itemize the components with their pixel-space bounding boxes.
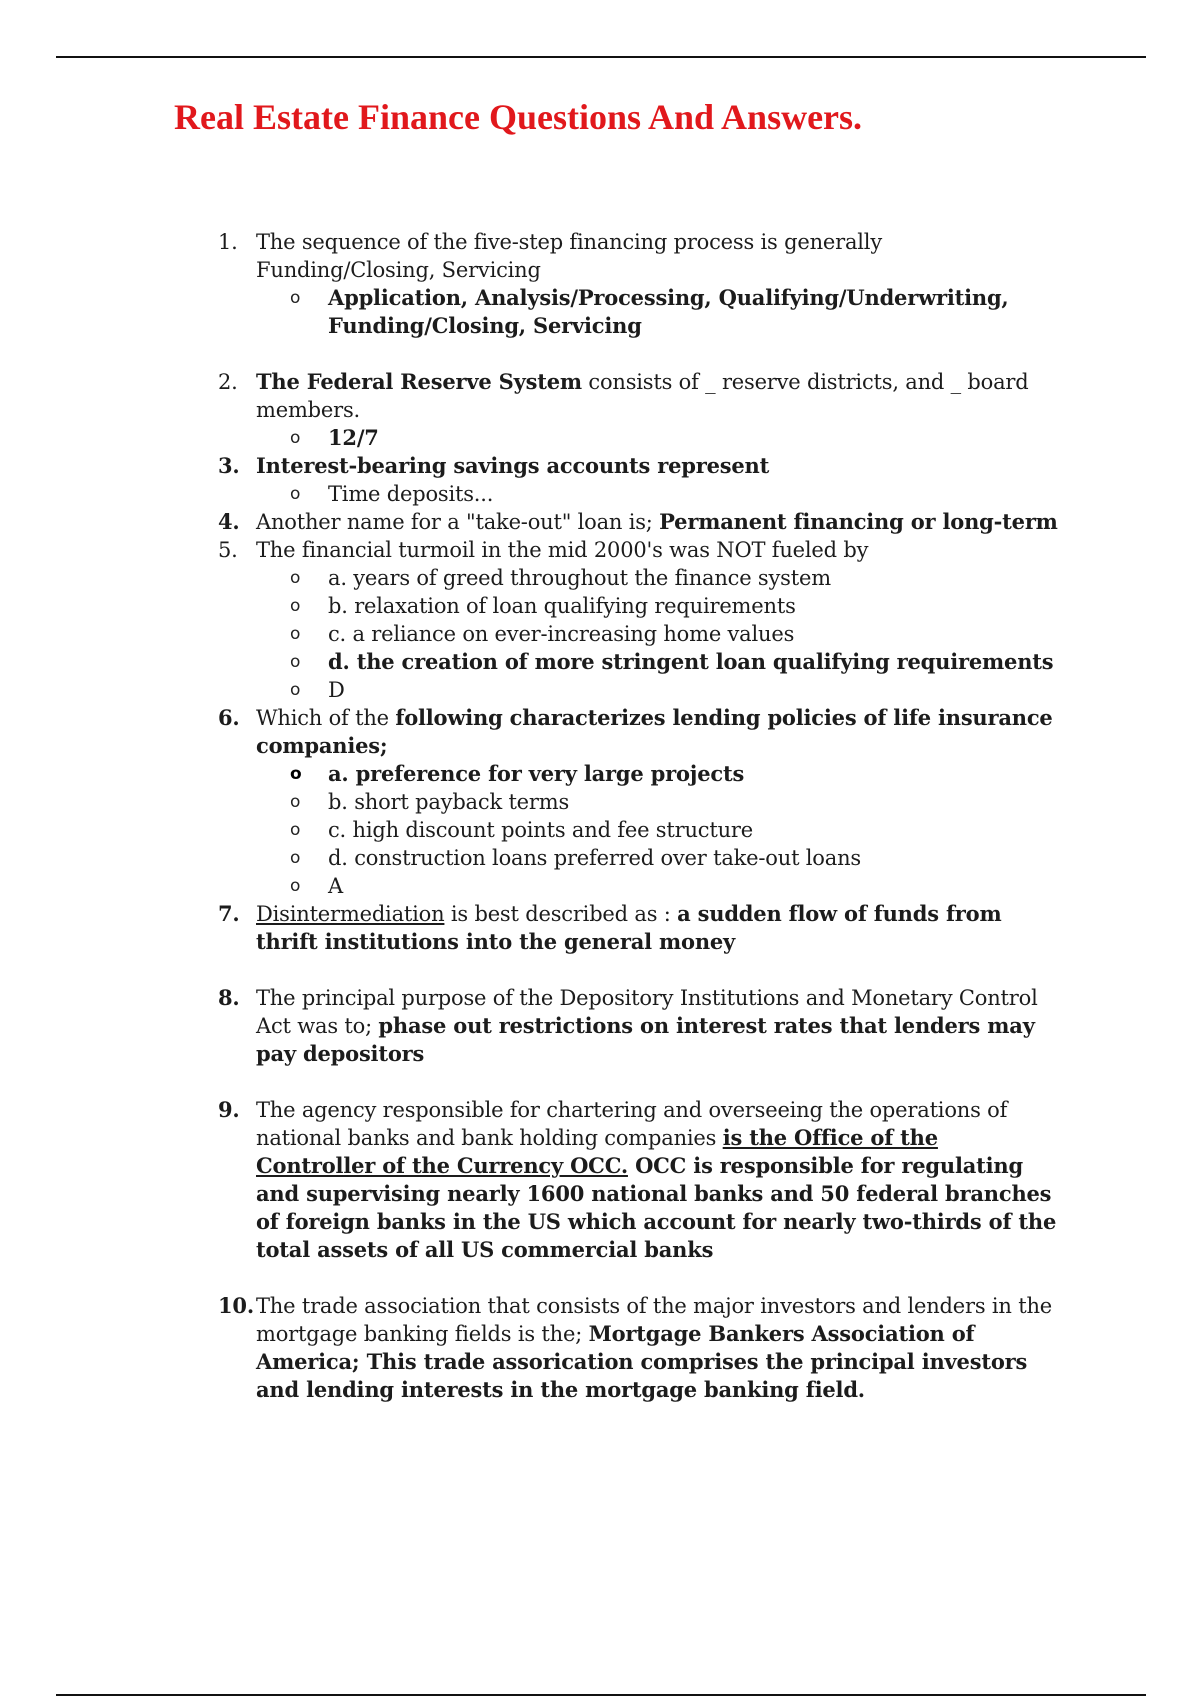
question-number: 10. (218, 1293, 254, 1318)
answer-text: Mortgage Bankers Association of America; This trade assorication comprises the principal investors and lending interests in the mortgage banking field. (256, 1321, 1028, 1402)
question-text: consists of _ reserve districts, and _ board members. (256, 370, 1029, 422)
qa-list (218, 228, 1058, 1404)
question-1 (218, 228, 1058, 340)
question-text: is best described as : (444, 902, 678, 926)
question-9 (218, 1096, 1058, 1264)
bullet-icon: o (290, 680, 301, 700)
option-text: c. high discount points and fee structure (328, 818, 753, 842)
question-text: Which of the (256, 706, 396, 730)
option-text: a. preference for very large projects (328, 761, 745, 786)
question-text: The agency responsible for chartering and overseeing the operations of national banks and bank holding companies (256, 1098, 1008, 1150)
question-text: The financial turmoil in the mid 2000's was NOT fueled by (256, 538, 869, 562)
question-term: Disintermediation (256, 902, 445, 926)
question-5 (218, 536, 1058, 704)
question-number: 3. (218, 453, 240, 478)
option-item (218, 592, 1058, 620)
question-number: 2. (218, 370, 238, 394)
question-8 (218, 984, 1058, 1068)
option-text: a. years of greed throughout the finance system (328, 566, 831, 590)
option-item (218, 676, 1058, 704)
answer-text: Application, Analysis/Processing, Qualifying/Underwriting, Funding/Closing, Servicing (328, 285, 1009, 338)
bullet-icon: o (290, 876, 301, 896)
bullet-icon: o (290, 596, 301, 616)
option-item (218, 788, 1058, 816)
option-text: A (328, 874, 343, 898)
answer-text-underlined: is the Office of the Controller of the Currency OCC. (256, 1125, 938, 1178)
bullet-icon: o (290, 792, 301, 812)
option-item (218, 648, 1058, 676)
option-item (218, 816, 1058, 844)
question-number: 8. (218, 985, 240, 1010)
bullet-icon: o (290, 624, 301, 644)
bullet-icon: o (290, 288, 301, 308)
page-title: Real Estate Finance Questions And Answers. (174, 97, 863, 137)
answer-text: OCC is responsible for regulating and supervising nearly 1600 national banks and 50 federal branches of foreign banks in the US which account for nearly two-thirds of the total assets of all US commercial banks (256, 1153, 1057, 1262)
question-text: The sequence of the five-step financing process is generally Funding/Closing, Servicing (256, 230, 882, 282)
question-text-bold: following characterizes lending policies of life insurance companies; (256, 705, 1053, 758)
option-text: d. construction loans preferred over take-out loans (328, 846, 861, 870)
question-number: 1. (218, 230, 238, 254)
bullet-icon: o (290, 848, 301, 868)
question-10 (218, 1292, 1058, 1404)
bullet-icon: o (290, 652, 301, 672)
option-text: b. short payback terms (328, 790, 570, 814)
option-item (218, 872, 1058, 900)
question-6 (218, 704, 1058, 900)
bullet-icon: o (290, 820, 301, 840)
question-3 (218, 452, 1058, 508)
question-7 (218, 900, 1058, 956)
bullet-icon: o (290, 764, 302, 784)
option-item (218, 844, 1058, 872)
option-text: c. a reliance on ever-increasing home values (328, 622, 795, 646)
question-text: Interest-bearing savings accounts represent (256, 453, 770, 478)
question-text: The principal purpose of the Depository Institutions and Monetary Control Act was to; (256, 986, 1038, 1038)
question-number: 7. (218, 901, 240, 926)
question-number: 4. (218, 509, 240, 534)
option-item (218, 760, 1058, 788)
option-item (218, 620, 1058, 648)
answer-text: Time deposits... (328, 482, 494, 506)
answer-item (218, 480, 1058, 508)
answer-text: a sudden flow of funds from thrift institutions into the general money (256, 901, 1002, 954)
answer-item (218, 424, 1058, 452)
option-text: D (328, 678, 345, 702)
bullet-icon: o (290, 484, 301, 504)
question-number: 9. (218, 1097, 240, 1122)
bullet-icon: o (290, 428, 301, 448)
option-item (218, 564, 1058, 592)
bullet-icon: o (290, 568, 301, 588)
question-number: 6. (218, 705, 240, 730)
answer-text: phase out restrictions on interest rates that lenders may pay depositors (256, 1013, 1035, 1066)
option-text: d. the creation of more stringent loan qualifying requirements (328, 649, 1054, 674)
header-rule (56, 56, 1146, 58)
question-4 (218, 508, 1058, 536)
question-text: Another name for a "take-out" loan is; (256, 510, 660, 534)
answer-item (218, 284, 1058, 340)
question-2 (218, 368, 1058, 452)
question-lead: The Federal Reserve System (256, 369, 582, 394)
option-text: b. relaxation of loan qualifying requirements (328, 594, 796, 618)
answer-text: Permanent financing or long-term (659, 509, 1058, 534)
answer-text: 12/7 (328, 425, 379, 450)
question-text: The trade association that consists of the major investors and lenders in the mortgage banking fields is the; (256, 1294, 1053, 1346)
footer-rule (56, 1694, 1146, 1696)
question-number: 5. (218, 538, 238, 562)
